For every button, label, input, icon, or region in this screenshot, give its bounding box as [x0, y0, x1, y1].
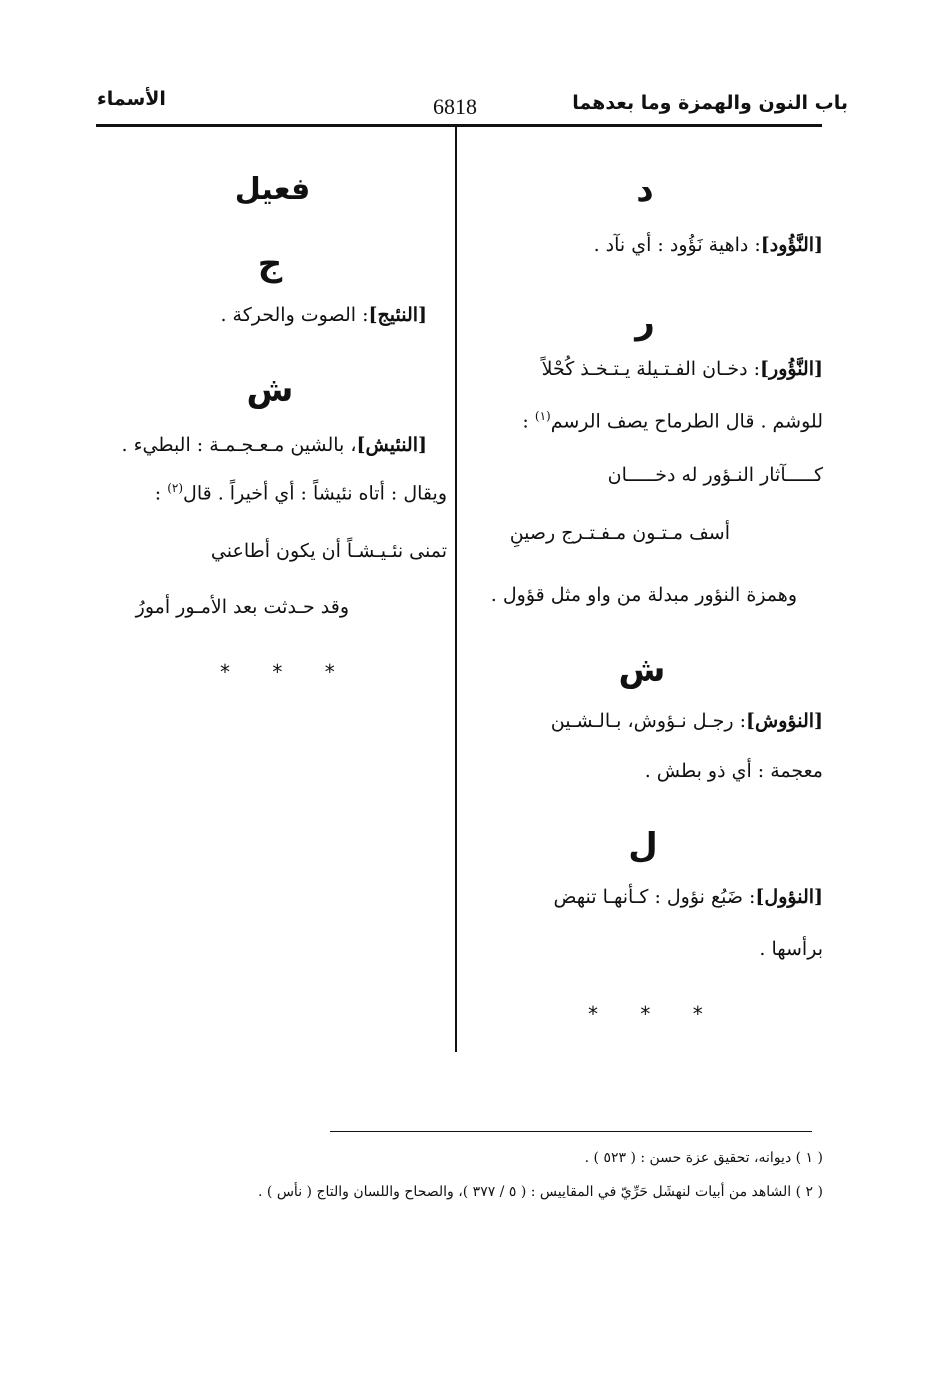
section-end-stars-right: * * *: [588, 1002, 721, 1026]
entry-text: : رجـل نـؤوش، بـالـشـين: [550, 710, 747, 732]
footnote-ref-1: (١): [534, 409, 551, 423]
entry-nauush-line2: معجمة : أي ذو بطش .: [644, 760, 823, 782]
page-number: 6818: [433, 94, 477, 119]
entry-term: [النئيش]: [356, 434, 427, 456]
column-divider: [455, 127, 457, 1052]
section-letter-dal: د: [636, 170, 654, 210]
note-hamza: وهمزة النؤور مبدلة من واو مثل قؤول .: [490, 584, 797, 606]
entry-text: : ضَبُع نؤول : كـأنهـا تنهض: [553, 886, 756, 908]
footnote-rule: [330, 1131, 812, 1132]
section-letter-shin: ش: [618, 650, 666, 690]
entry-term: [النؤوش]: [746, 710, 823, 732]
entry-text: ، بالشين مـعـجـمـة : البطيء .: [121, 434, 357, 456]
pattern-heading-faeel: فعيل: [234, 172, 311, 207]
entry-text: للوشم . قال الطرماح يصف الرسم: [550, 410, 823, 433]
entry-naeej: [220, 306, 427, 325]
entry-nauul-line2: برأسها .: [759, 938, 823, 960]
footnote-1: ( ١ ) ديوانه، تحقيق عزة حسن : ( ٥٢٣ ) .: [584, 1150, 823, 1166]
verse-left-hemistich-2: وقد حـدثت بعد الأمـور أمورُ: [135, 596, 349, 618]
entry-term: [النَّؤُود]: [760, 234, 823, 256]
section-end-stars-left: * * *: [220, 660, 353, 684]
verse-hemistich-1: كـــــآثار النـؤور له دخـــــان: [607, 464, 823, 486]
entry-naeesh-line1: [122, 436, 427, 455]
entry-term: [النؤول]: [755, 886, 823, 908]
footnote-2: ( ٢ ) الشاهد من أبيات لنهشَل حَرِّيّ في المقاييس : ( ٥ / ٣٧٧ )، والصحاح واللسان والتاج ( نأس ) .: [258, 1184, 823, 1200]
footnote-ref-2: (٢): [167, 481, 184, 495]
section-letter-jim: ج: [257, 244, 283, 284]
running-head-left: الأسماء: [97, 88, 166, 110]
entry-term: [النئيج]: [368, 304, 427, 326]
entry-nauud: [594, 236, 823, 255]
colon: :: [522, 410, 529, 433]
entry-nauul-line1: [554, 888, 824, 907]
section-letter-lam: ل: [628, 826, 658, 866]
verse-left-hemistich-1: تمنى نئـيـشـاً أن يكون أطاعني: [210, 540, 447, 562]
entry-text: : الصوت والحركة .: [220, 304, 369, 326]
entry-text: : داهية نَؤُود : أي نآد .: [593, 234, 761, 256]
section-letter-shin-left: ش: [246, 370, 294, 410]
entry-term: [النَّؤُور]: [760, 358, 823, 380]
entry-nauush-line1: [551, 712, 823, 731]
verse-hemistich-2: أسف مـتـون مـفـتـرج رصينِ: [509, 522, 730, 544]
entry-text: : دخـان الفـتـيلة يـتـخـذ كُحْلاً: [541, 358, 761, 380]
header-rule: [96, 124, 822, 127]
entry-text: ويقال : أتاه نئيشاً : أي أخيراً . قال: [183, 482, 447, 505]
entry-nauur-line1: [542, 360, 823, 379]
entry-nauur-line2: [522, 410, 823, 431]
entry-naeesh-line2: [155, 482, 447, 503]
section-letter-ra: ر: [635, 302, 655, 342]
running-head-right: باب النون والهمزة وما بعدهما: [572, 92, 848, 114]
colon: :: [154, 482, 162, 505]
